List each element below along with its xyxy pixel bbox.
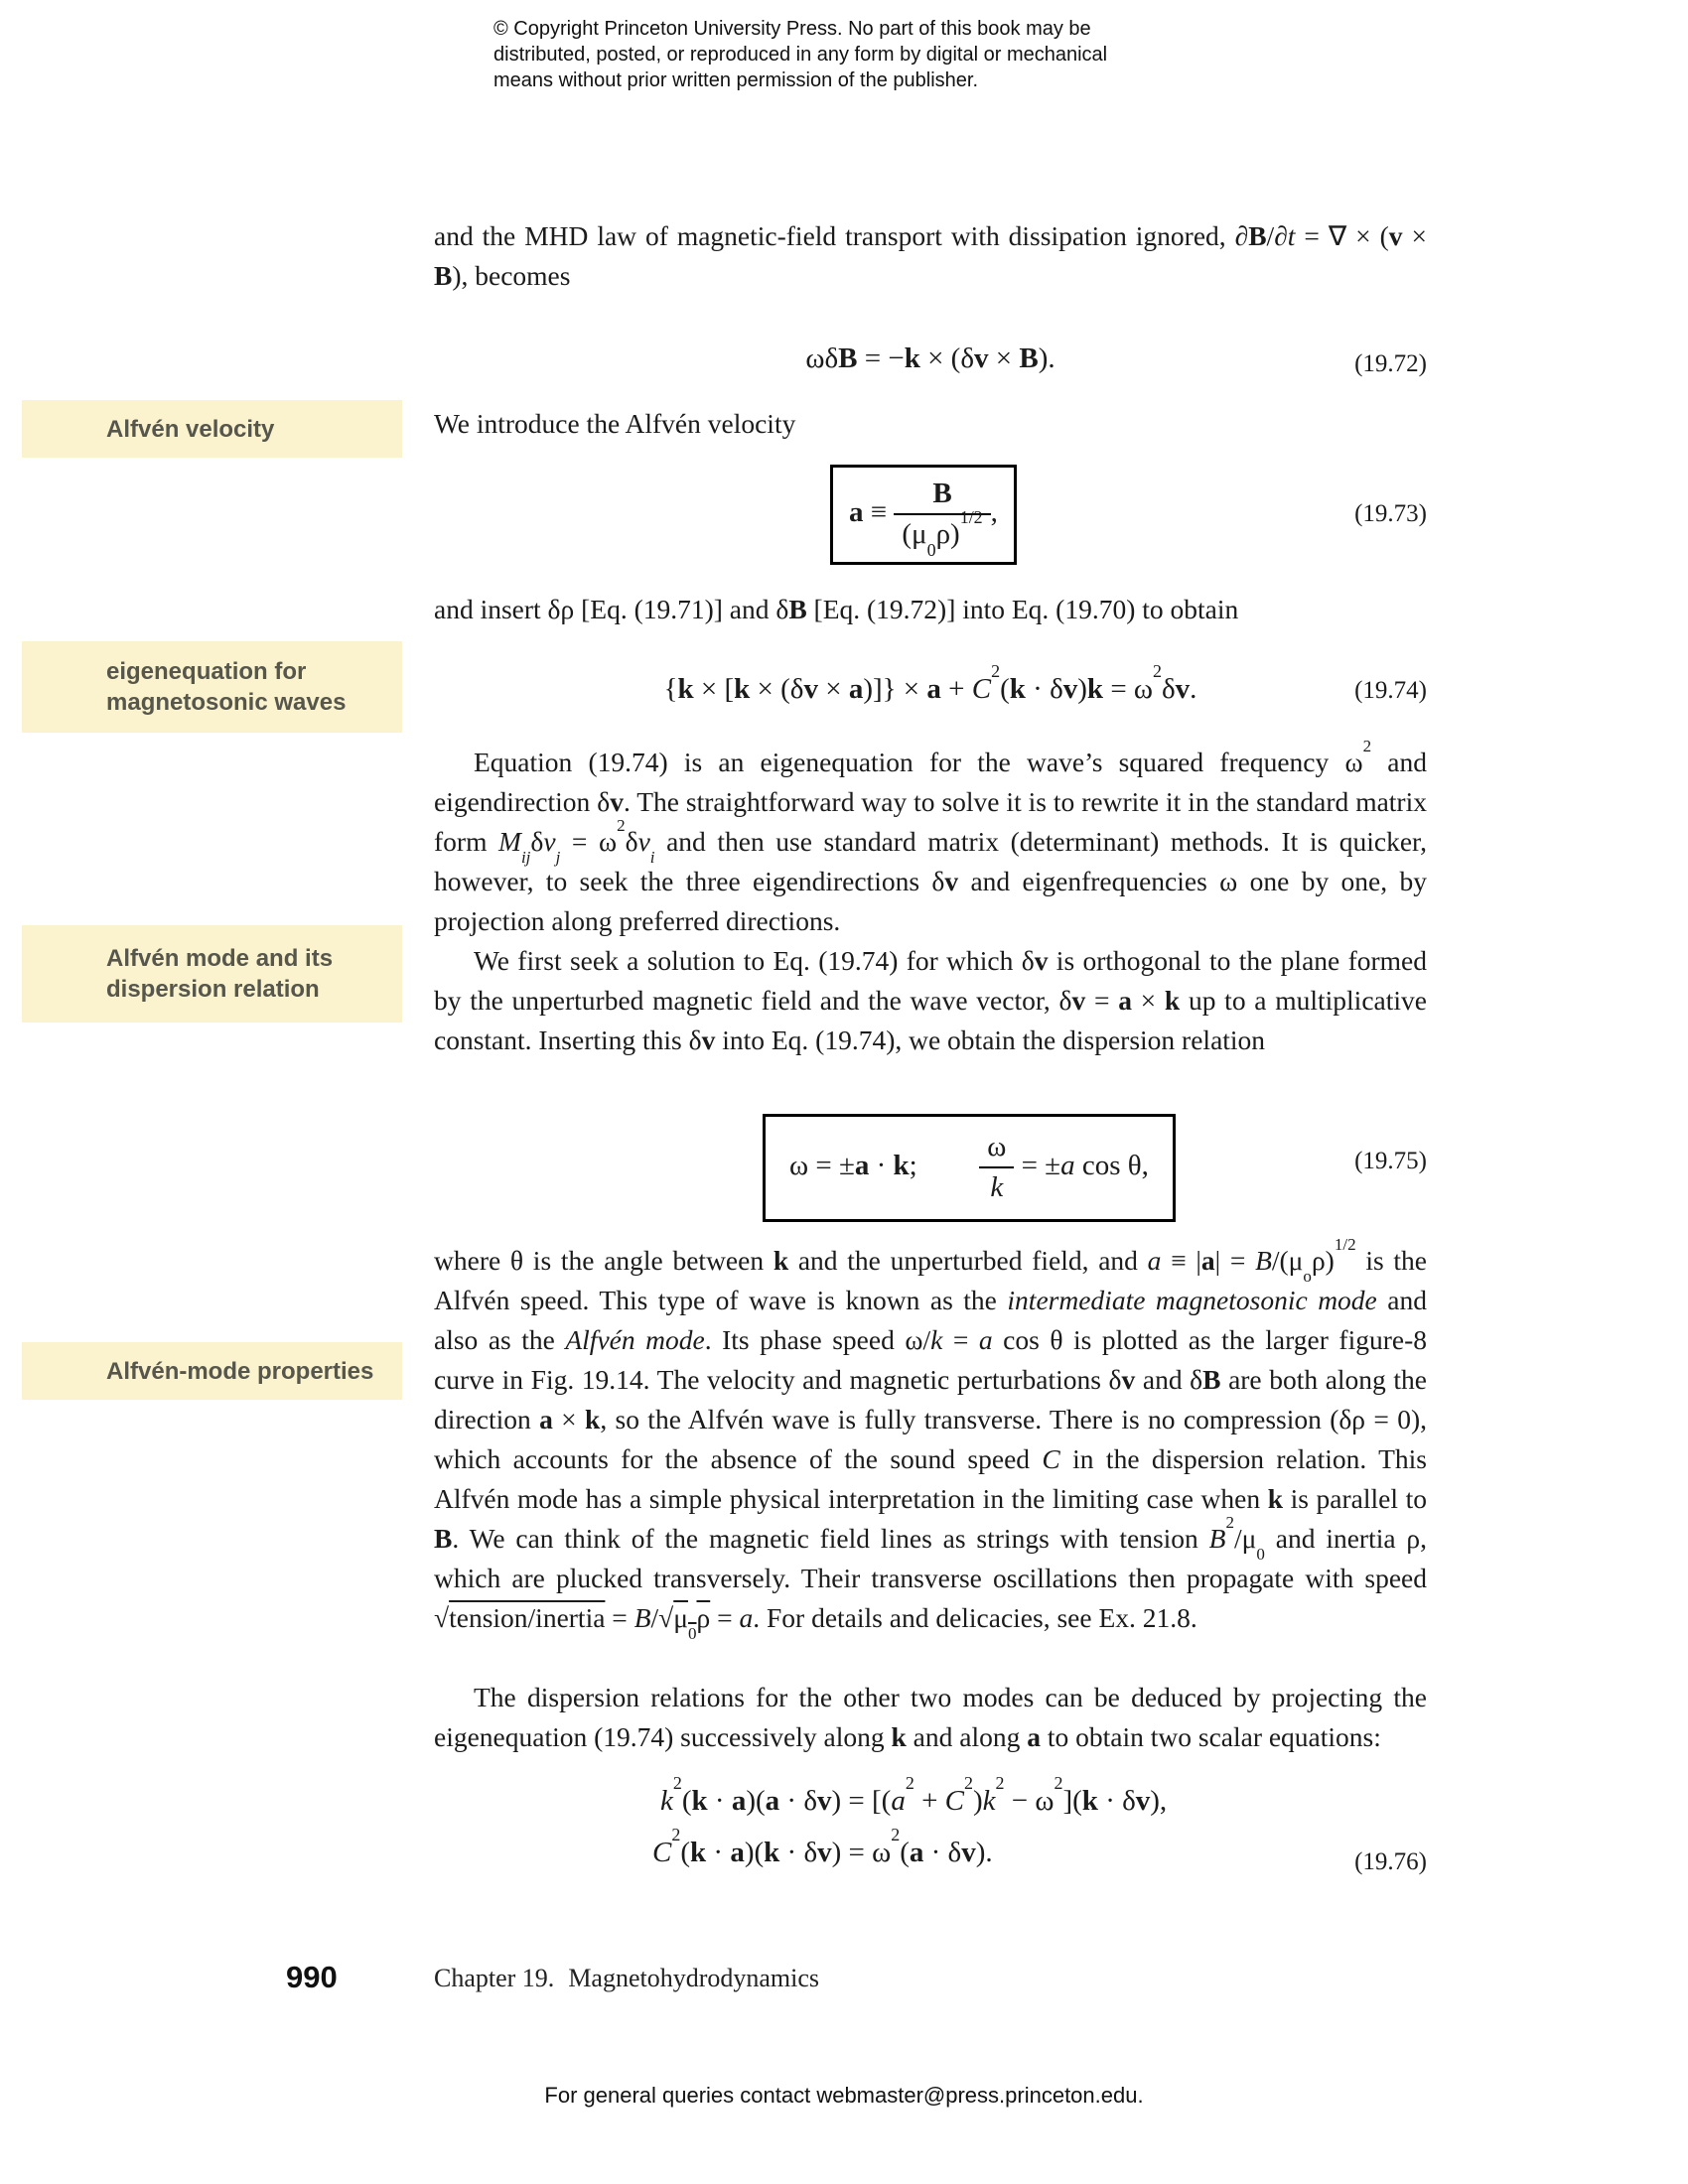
margin-label-alfven-velocity: Alfvén velocity [22,400,402,458]
copyright-notice: © Copyright Princeton University Press. No part of this book may be distributed, posted, or reproduced in any form by digital or mechanical means without prior written permission of the publisher. [493,18,1108,91]
equation-19-76 [434,1775,1427,1884]
footer-chapter-title: Magnetohydrodynamics [568,1964,820,1992]
equation-line-1: $k^2(k \cdot a)(a \cdot \delta v) = [(a^2 + C^2)k^2 - \omega^2](k \cdot \delta v)$, [660,1773,1168,1817]
footer-chapter-label: Chapter 19. [434,1964,555,1992]
equation-body: ωδB = −k × (δv × B). [805,342,1055,374]
margin-label-alfven-mode-dispersion: Alfvén mode and its dispersion relation [22,925,402,1023]
paragraph-introduce-alfven: We introduce the Alfvén velocity [434,408,796,439]
paragraph-first-solution: We first seek a solution to Eq. (19.74) for which δv is orthogonal to the plane formed by the unperturbed magnetic field and the wave vector, δv = a × k up to a multiplicative constant. Inserting this δv into Eq. (19.74), we obtain the dispersion relation [434,945,1427,1055]
fraction: $\frac{B}{(\mu_0\rho)^{1/2}}$ [894,478,990,552]
margin-label-eigenequation: eigenequation for magnetosonic waves [22,641,402,733]
paragraph-other-modes: The dispersion relations for the other two modes can be deduced by projecting the eigenequation (19.74) successively along k and along a to obtain two scalar equations: [434,1682,1427,1752]
equation-number: (19.76) [1354,1848,1427,1875]
equation-19-75 [434,1114,1427,1209]
equation-number: (19.74) [1354,677,1427,704]
equation-number: (19.75) [1354,1148,1427,1174]
footer-chapter [434,1964,819,1993]
equation-line-2: $C^2(k \cdot a)(k \cdot \delta v) = \omega^2(a \cdot \delta v)$. [652,1825,993,1868]
equation-body: $\{k \times [k \times (\delta v \times a)]\} \times a + C^2(k \cdot \delta v)k = \omega^2\delta v$. [663,661,1197,705]
margin-label-alfven-mode-properties: Alfvén-mode properties [22,1342,402,1400]
equation-number: (19.73) [1354,500,1427,527]
equation-19-72 [434,342,1427,386]
boxed-equation: a ≡ $\frac{B}{(\mu_0\rho)^{1/2}}$ , [830,465,1017,565]
boxed-equation: ω = ±a · k; $\frac{\omega}{k}$ = ±a cos θ, [763,1114,1176,1222]
paragraph-alfven-properties: where θ is the angle between k and the unperturbed field, and $a \equiv |a| = B/(\mu_o\rho)^{1/2}$ is the Alfvén speed. This type of wave is known as the intermediate magnetosonic mode and also as the Alfvén mode. Its phase speed ω/k = a cos θ is plotted as the larger figure-8 curve in Fig. 19.14. The velocity and magnetic perturbations δv and δB are both along the direction a × k, so the Alfvén wave is fully transverse. There is no compression (δρ = 0), which accounts for the absence of the sound speed C in the dispersion relation. This Alfvén mode has a simple physical interpretation in the limiting case when k is parallel to B. We can think of the magnetic field lines as strings with tension $B^2/\mu_0$ and inertia ρ, which are plucked transversely. Their transverse oscillations then propagate with speed √tension/inertia = $B/√\mu_0\rho = a$. For details and delicacies, see Ex. 21.8. [434,1235,1428,1643]
paragraph-eigenequation: Equation (19.74) is an eigenequation for the wave’s squared frequency $\omega^2$ and eigendirection δv. The straightforward way to solve it is to rewrite it in the standard matrix form $M_{ij}\delta v_j = \omega^2\delta v_i$ and then use standard matrix (determinant) methods. It is quicker, however, to seek the three eigendirections δv and eigenfrequencies ω one by one, by projection along preferred directions. [434,737,1427,936]
paragraph-mhd-law: and the MHD law of magnetic-field transport with dissipation ignored, ∂B/∂t = ∇ × (v × B), becomes [434,220,1428,291]
bottom-contact-note: For general queries contact webmaster@press.princeton.edu. [544,2083,1144,2108]
footer-page-number: 990 [286,1960,338,1994]
fraction: $\frac{\omega}{k}$ [979,1131,1014,1205]
equation-number: (19.72) [1354,350,1427,377]
paragraph-insert-eqs: and insert δρ [Eq. (19.71)] and δB [Eq. (19.72)] into Eq. (19.70) to obtain [434,594,1239,624]
equation-19-74 [434,661,1427,715]
equation-19-73 [434,465,1427,564]
equation-body [434,1775,1427,1878]
